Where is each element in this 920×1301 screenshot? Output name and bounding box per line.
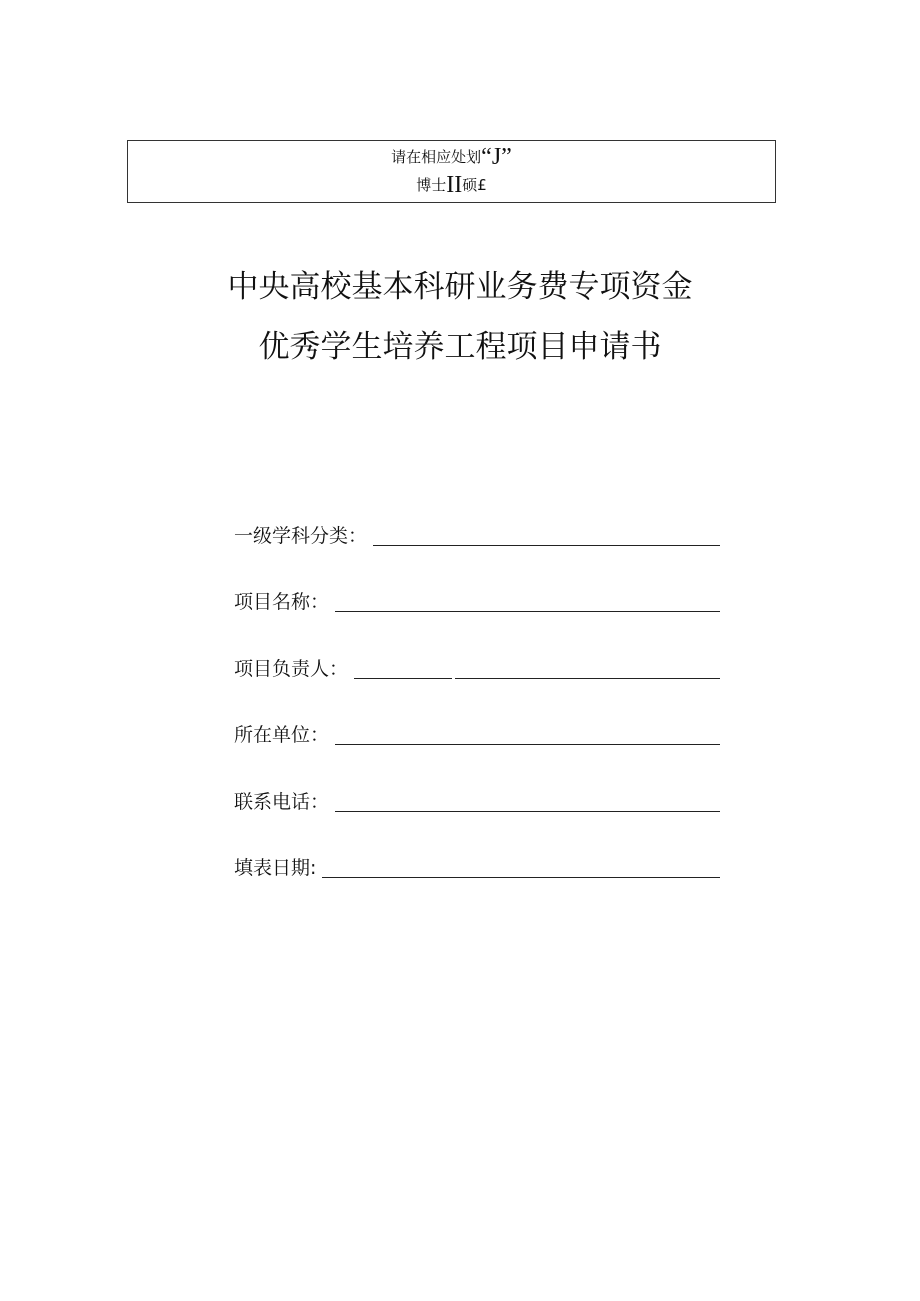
degree-option-doctor[interactable]: 博士 [416, 176, 447, 194]
degree-selection-box [127, 140, 776, 203]
notice-instruction [128, 144, 775, 170]
field-fill-date-input[interactable] [322, 853, 720, 878]
field-project-name-input[interactable] [335, 587, 720, 612]
document-title-line-2: 优秀学生培养工程项目申请书 [258, 329, 662, 365]
degree-option-master[interactable]: 硕£ [462, 176, 487, 194]
field-project-leader [234, 651, 720, 681]
field-fill-date-label: 填表日期: [234, 857, 317, 879]
degree-option-separator: II [446, 172, 463, 198]
field-phone-label: 联系电话： [234, 791, 330, 813]
field-discipline-category-input[interactable] [373, 521, 720, 546]
notice-check-mark: “J” [481, 144, 512, 170]
document-title-line-1: 中央高校基本科研业务费专项资金 [227, 269, 693, 305]
field-fill-date [234, 850, 720, 880]
field-affiliation [234, 717, 720, 747]
field-project-name [234, 584, 720, 614]
notice-instruction-text: 请在相应处划 [391, 148, 482, 166]
field-phone-input[interactable] [335, 787, 720, 812]
field-affiliation-input[interactable] [335, 720, 720, 745]
field-project-name-label: 项目名称： [234, 591, 330, 613]
field-affiliation-label: 所在单位： [234, 724, 330, 746]
field-project-leader-label: 项目负责人： [234, 658, 349, 680]
field-phone [234, 784, 720, 814]
field-project-leader-input[interactable] [354, 654, 720, 679]
field-discipline-category-label: 一级学科分类： [234, 525, 368, 547]
degree-options [128, 172, 775, 198]
field-discipline-category [234, 518, 720, 548]
